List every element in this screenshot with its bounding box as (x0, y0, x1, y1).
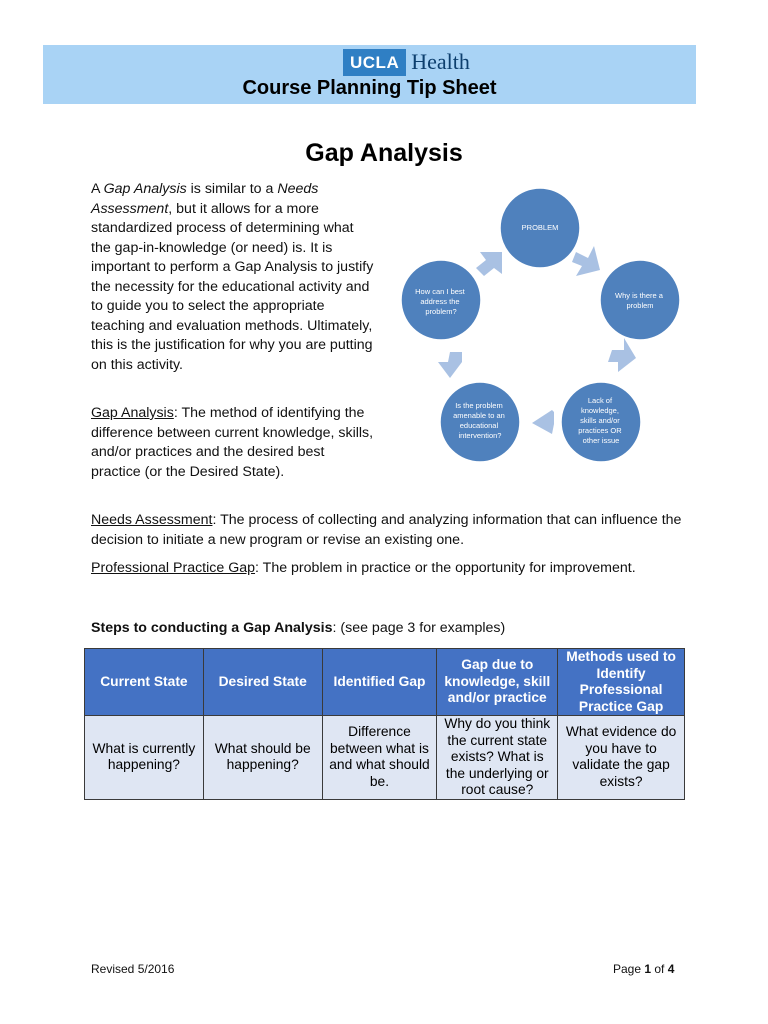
page-total: 4 (667, 962, 675, 976)
intro-paragraph (91, 180, 376, 375)
cycle-arrow-4 (438, 352, 462, 378)
definition-text: : The process of collecting and analyzing information that can influence the decision to initiate a new program or revise an existing one. (91, 512, 682, 548)
logo-ucla-mark: UCLA (343, 49, 406, 76)
definition-text: : The method of identifying the difference between current knowledge, skills, and/or practices and the desired best practice (or the Desired State). (91, 405, 374, 480)
table-row (85, 716, 685, 800)
steps-heading (91, 620, 505, 636)
column-header: Methods used to Identify Professional Practice Gap (558, 649, 685, 716)
cycle-node-label: How can I best address the problem? (415, 287, 465, 316)
revision-date: Revised 5/2016 (91, 962, 175, 976)
cycle-node-label: PROBLEM (521, 223, 559, 232)
table-cell: Difference between what is and what should be. (322, 716, 437, 800)
definition-gap-analysis (91, 404, 376, 482)
cycle-node-amenable (440, 382, 520, 462)
page-title: Gap Analysis (305, 139, 463, 167)
steps-heading-note: : (see page 3 for examples) (332, 620, 506, 636)
intro-emphasis-needs-assessment: Needs Assessment (91, 181, 319, 217)
table-header-row (85, 649, 685, 716)
definition-term: Professional Practice Gap (91, 560, 256, 576)
table-cell: What should be happening? (203, 716, 322, 800)
column-header: Desired State (203, 649, 322, 716)
definition-needs-assessment (91, 511, 691, 550)
cycle-node-label: Is the problem amenable to an educational intervention? (453, 401, 505, 440)
definition-term: Needs Assessment (91, 512, 213, 528)
cycle-node-lack (561, 382, 641, 462)
column-header: Identified Gap (322, 649, 437, 716)
intro-text-2: is similar to a (186, 181, 278, 197)
cycle-node-address (401, 260, 481, 340)
steps-heading-bold: Steps to conducting a Gap Analysis (91, 620, 333, 636)
definition-professional-practice-gap (91, 559, 691, 579)
cycle-arrow-3 (532, 410, 554, 434)
page-prefix: Page (613, 962, 645, 976)
table-cell: Why do you think the current state exists? What is the underlying or root cause? (437, 716, 558, 800)
banner-title: Course Planning Tip Sheet (242, 77, 497, 99)
definition-term: Gap Analysis (91, 405, 174, 421)
cycle-arrow-2 (608, 338, 636, 372)
table-cell: What evidence do you have to validate the gap exists? (558, 716, 685, 800)
header-banner (43, 45, 696, 104)
cycle-node-circle (600, 260, 680, 340)
column-header: Gap due to knowledge, skill and/or practice (437, 649, 558, 716)
intro-text-1: A (91, 181, 104, 197)
cycle-arrow-1 (572, 246, 600, 276)
cycle-arrow-5 (476, 252, 502, 276)
gap-analysis-table (84, 648, 685, 800)
gap-analysis-cycle-diagram (390, 180, 690, 470)
cycle-node-label: Why is there a problem (614, 291, 663, 310)
intro-text-3: , but it allows for a more standardized process of determining what the gap-in-knowledge (or need) is. It is important to perform a Gap Analysis to justify the necessity for the educational activity and to guide you to select the appropriate teaching and evaluation methods. Ultimately, this is the justification for why you are putting on this activity. (91, 200, 374, 373)
intro-emphasis-gap-analysis: Gap Analysis (103, 181, 187, 197)
cycle-node-problem (500, 188, 580, 268)
ucla-health-logo (343, 49, 470, 75)
cycle-node-label: Lack of knowledge, skills and/or practices OR other issue (578, 396, 622, 445)
column-header: Current State (85, 649, 204, 716)
definition-text: : The problem in practice or the opportunity for improvement. (255, 560, 636, 576)
logo-health-text: Health (411, 49, 470, 74)
page-current: 1 (644, 962, 652, 976)
page-of: of (651, 962, 668, 976)
page-number (613, 962, 674, 976)
cycle-node-why (600, 260, 680, 340)
table-cell: What is currently happening? (85, 716, 204, 800)
